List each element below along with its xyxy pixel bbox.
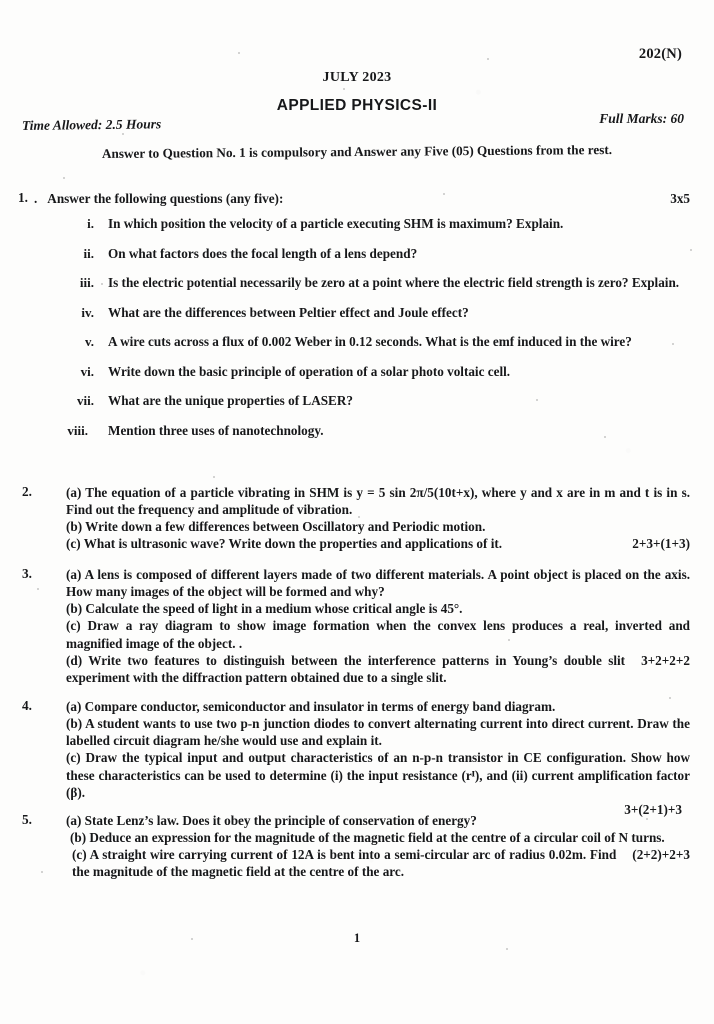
question-part: (b) A student wants to use two p-n junction diodes to convert alternating current into direct current. Draw the labelled circuit diagram he/she would use and explain it. — [66, 716, 690, 749]
scan-speck — [213, 476, 215, 478]
question-body — [34, 190, 690, 207]
question-3 — [0, 566, 690, 686]
question-part: (b) Calculate the speed of light in a medium whose critical angle is 45°. — [66, 601, 463, 617]
question-marks: 3x5 — [670, 191, 690, 206]
question-part: (a) Compare conductor, semiconductor and insulator in terms of energy band diagram. — [66, 699, 556, 714]
question-body — [46, 484, 690, 553]
subitem-text: On what factors does the focal length of a lens depend? — [108, 245, 418, 261]
question-marks: 3+2+2+2 — [641, 652, 690, 668]
list-item — [0, 423, 696, 440]
question-2 — [0, 484, 690, 553]
full-marks: Full Marks: 60 — [599, 111, 684, 126]
question-part-text: (d) Write two features to distinguish between the interference patterns in Young’s double slit experiment with the diffraction pattern obtained due to a single slit. — [66, 652, 626, 685]
scan-speck — [238, 52, 240, 54]
subitem-label: i. — [87, 216, 94, 231]
question-body — [46, 566, 690, 686]
question-1-subitems — [0, 216, 696, 450]
question-body — [46, 812, 690, 881]
question-part: (c) Draw the typical input and output characteristics of an n-p-n transistor in CE configuration. Show how these characteristics can be used to determine (i) the input resistance (rᴵ), and (ii) current amplification factor (β). — [66, 750, 690, 800]
paper-code: 202(N) — [638, 46, 682, 62]
page-number: 1 — [353, 931, 361, 945]
exam-session: JULY 2023 — [322, 70, 392, 85]
scan-speck — [63, 177, 65, 179]
list-item — [0, 305, 696, 322]
question-part — [66, 535, 690, 552]
list-item — [0, 216, 696, 233]
subitem-label: v. — [84, 334, 94, 349]
subitem-label: ii. — [83, 245, 94, 261]
scan-speck — [506, 948, 508, 950]
question-number: 4. — [22, 698, 32, 713]
scan-speck — [487, 58, 489, 60]
subitem-text: What are the differences between Peltier effect and Joule effect? — [108, 304, 469, 320]
list-item — [0, 393, 696, 410]
question-part — [66, 846, 690, 880]
question-marks: 2+3+(1+3) — [632, 536, 690, 552]
question-marks: (2+2)+2+3 — [632, 847, 690, 863]
question-part — [66, 652, 690, 686]
list-item — [0, 246, 696, 263]
page-title: APPLIED PHYSICS-II — [276, 97, 438, 114]
subitem-label: iii. — [79, 275, 94, 290]
time-allowed: Time Allowed: 2.5 Hours — [21, 116, 162, 133]
list-item — [0, 334, 696, 351]
list-item — [0, 275, 696, 292]
subitem-text: Write down the basic principle of operation of a solar photo voltaic cell. — [108, 363, 511, 379]
question-part: (b) Write down a few differences between Oscillatory and Periodic motion. — [66, 519, 486, 535]
subitem-text: A wire cuts across a flux of 0.002 Weber in 0.12 seconds. What is the emf induced in the wire? — [108, 334, 632, 349]
question-part-text: (c) What is ultrasonic wave? Write down the properties and applications of it. — [66, 536, 503, 552]
question-body — [46, 698, 690, 818]
subitem-label: vii. — [77, 393, 94, 408]
question-number: 5. — [22, 812, 32, 827]
subitem-text: In which position the velocity of a particle executing SHM is maximum? Explain. — [108, 216, 564, 231]
question-number: 1. — [18, 190, 28, 205]
subitem-text: Mention three uses of nanotechnology. — [108, 422, 324, 438]
question-part-text: (c) A straight wire carrying current of 12A is bent into a semi-circular arc of radius 0.02m. Find the magnitude of the magnetic field at the centre of the arc. — [72, 847, 617, 880]
question-number: 2. — [22, 484, 32, 499]
question-stem: Answer the following questions (any five): — [47, 191, 284, 206]
question-number: 3. — [22, 566, 32, 581]
question-5 — [0, 812, 690, 881]
question-part: (a) A lens is composed of different layers made of two different materials. A point object is placed on the axis. How many images of the object will be formed and why? — [66, 567, 690, 600]
subitem-label: vi. — [80, 363, 94, 379]
question-4 — [0, 698, 690, 818]
subitem-label: viii. — [67, 422, 88, 438]
scan-speck — [122, 133, 124, 135]
question-part: (c) Draw a ray diagram to show image formation when the convex lens produces a real, inverted and magnified image of the object. . — [66, 618, 690, 651]
list-item — [0, 364, 696, 381]
subitem-text: What are the unique properties of LASER? — [108, 393, 353, 408]
subitem-text: Is the electric potential necessarily be zero at a point where the electric field strength is zero? Explain. — [108, 275, 680, 290]
stray-dot-mark: . — [34, 191, 38, 206]
question-marks: 3+(2+1)+3 — [624, 801, 682, 817]
question-part: (b) Deduce an expression for the magnitude of the magnetic field at the centre of a circular coil of N turns. — [70, 830, 665, 846]
exam-instruction: Answer to Question No. 1 is compulsory and Answer any Five (05) Questions from the rest. — [101, 141, 613, 162]
question-1 — [0, 190, 690, 207]
subitem-label: iv. — [81, 304, 94, 320]
scan-speck — [343, 88, 345, 90]
question-part: (a) The equation of a particle vibrating in SHM is y = 5 sin 2π/5(10t+x), where y and x are in m and t is in s. Find out the frequency and amplitude of vibration. — [66, 485, 690, 518]
question-part: (a) State Lenz’s law. Does it obey the principle of conservation of energy? — [66, 813, 477, 828]
